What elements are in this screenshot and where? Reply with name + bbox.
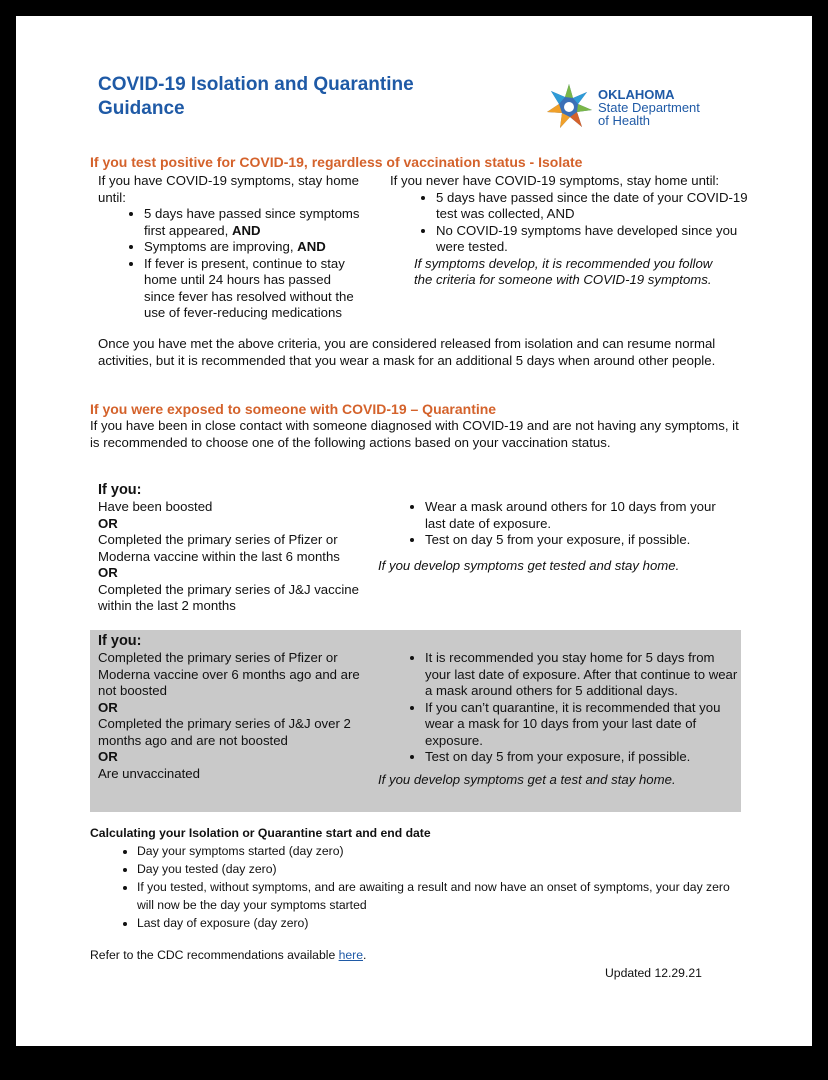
logo-text: OKLAHOMA State Department of Health [598, 87, 700, 128]
box1-actions [378, 499, 738, 574]
refer-line: Refer to the CDC recommendations available here. [90, 948, 367, 962]
page-title: COVID-19 Isolation and Quarantine Guidance [98, 74, 414, 119]
isolate-right-intro: If you never have COVID-19 symptoms, stay home until: [390, 173, 720, 188]
list-item: • 5 days have passed since the date of your COVID-19 test was collected, AND [436, 190, 750, 223]
list-item: • It is recommended you stay home for 5 days from your last date of exposure. After that continue to wear a mask around others for 5 additional days. [425, 650, 738, 700]
box1-criteria: If you: Have been boosted OR Completed the primary series of Pfizer or Moderna vaccine within the last 6 months OR Completed the primary series of J&J vaccine within the last 2 months [98, 482, 359, 613]
star-logo-icon [542, 80, 596, 134]
list-item: • Last day of exposure (day zero) [137, 914, 740, 932]
list-item: • Symptoms are improving, AND [144, 239, 363, 256]
quarantine-intro: If you have been in close contact with someone diagnosed with COVID-19 and are not having any symptoms, it is recommended to choose one of the following actions based on your vaccination status. [90, 418, 739, 450]
release-paragraph: Once you have met the above criteria, you are considered released from isolation and can resume normal activities, but it is recommended that you wear a mask for an additional 5 days when around other people. [98, 336, 716, 368]
box2-criteria: If you: Completed the primary series of Pfizer or Moderna vaccine over 6 months ago and are not boosted OR Completed the primary series of J&J over 2 months ago and are not boosted OR Are unvaccinated [98, 633, 360, 781]
list-item: • If you can’t quarantine, it is recommended that you wear a mask for 10 days from your last date of exposure. [425, 700, 738, 750]
list-item: • 5 days have passed since symptoms first appeared, AND [144, 206, 363, 239]
list-item: • Day your symptoms started (day zero) [137, 842, 740, 860]
list-item: • If you tested, without symptoms, and are awaiting a result and now have an onset of symptoms, your day zero will now be the day your symptoms started [137, 878, 740, 914]
list-item: • Test on day 5 from your exposure, if possible. [425, 749, 738, 766]
list-item: • Test on day 5 from your exposure, if possible. [425, 532, 738, 549]
isolate-left-intro: If you have COVID-19 symptoms, stay home until: [98, 173, 359, 205]
cdc-link[interactable]: here [338, 948, 364, 962]
list-item: • Wear a mask around others for 10 days from your last date of exposure. [425, 499, 738, 532]
calc-heading: Calculating your Isolation or Quarantine start and end date [90, 826, 431, 840]
box1-note: If you develop symptoms get tested and stay home. [378, 557, 680, 573]
updated-date: Updated 12.29.21 [605, 966, 702, 980]
list-item: • Day you tested (day zero) [137, 860, 740, 878]
document-page [16, 16, 812, 1046]
box2-note: If you develop symptoms get a test and stay home. [378, 771, 676, 787]
list-item: • No COVID-19 symptoms have developed since you were tested. [436, 223, 750, 256]
isolate-left-column [98, 173, 363, 322]
osdh-logo [542, 80, 742, 136]
isolate-right-column [390, 173, 750, 289]
isolate-right-note: If symptoms develop, it is recommended you follow the criteria for someone with COVID-19 symptoms. [414, 255, 713, 287]
calc-list [90, 842, 740, 932]
isolate-heading: If you test positive for COVID-19, regardless of vaccination status - Isolate [90, 154, 583, 170]
list-item: • If fever is present, continue to stay home until 24 hours has passed since fever has resolved without the use of fever-reducing medications [144, 256, 363, 322]
box2-actions [378, 650, 738, 788]
quarantine-heading: If you were exposed to someone with COVID-19 – Quarantine [90, 401, 497, 417]
